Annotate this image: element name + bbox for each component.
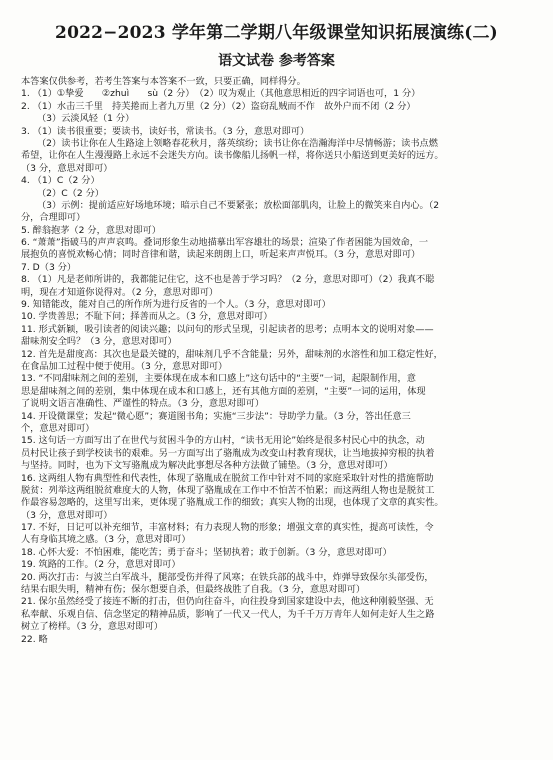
- answer-line: 16. 这两组人物有典型性和代表性，体现了骆胤成在脱贫工作中针对不同的家庭采取针对性的措施帮助: [21, 472, 434, 484]
- answer-line: （2）读书让你在人生路途上领略春花秋月，落英缤纷；读书让你在浩瀚海洋中尽情畅游；读书点燃: [37, 137, 438, 149]
- answer-line: 12. 首先是甜度高：其次也是最关键的，甜味剂几乎不含能量；另外，甜味剂的水溶性和加工稳定性好，: [21, 348, 443, 360]
- answer-content: [21, 76, 537, 646]
- page-subtitle: 语文试卷 参考答案: [218, 53, 335, 69]
- answer-line: （3 分，意思对即可）: [21, 162, 113, 174]
- answer-line: 甜味剂安全吗？（3 分，意思对即可）: [21, 336, 177, 348]
- answer-line: 2. （1）水击三千里 持芙捲而上者九万里（2 分）（2）盗窃乱贼而不作 故外户而不闭（2 分）: [21, 100, 416, 112]
- answer-line: 20. 两次打击：与波兰白军战斗，腿部受伤并得了风寒；在铁兵部的战斗中，炸弹导致保尔头部受伤，: [21, 571, 434, 583]
- answer-line: 3. （1）读书很重要；要读书，读好书，常读书。（3 分，意思对即可）: [21, 125, 310, 137]
- answer-line: 了说明文语言准确性、严谨性的特点。（3 分，意思对即可）: [21, 398, 265, 410]
- answer-line: 希望，让你在人生漫漫路上永远不会迷失方向。读书像船儿扬帆一样，将你送只小船送到更美好的远方。: [21, 150, 444, 162]
- answer-line: （3）示例：提前适应好场地环境；暗示自己不要紧张；放松面部肌肉，让脸上的微笑来自内心。（2: [37, 199, 440, 211]
- answer-line: 展抱负的喜悦欢畅心情；同时音律和谐，读起来朗朗上口，听起来声声悦耳。（3 分，意思对即可）: [21, 249, 421, 261]
- answer-line: 13. “不同甜味剂之间的差别，主要体现在成本和口感上”这句话中的“主要”一词，起限制作用，意: [21, 373, 416, 385]
- answer-line: 思是甜味剂之间的差别，集中体现在成本和口感上，还有其他方面的差别，“主要”一词的运用，体现: [21, 385, 426, 397]
- answer-line: 本答案仅供参考，若考生答案与本答案不一致，只要正确，同样得分。: [21, 76, 306, 87]
- answer-line: 明，现在才知道你说得对。（2 分，意思对即可）: [21, 286, 219, 298]
- answer-line: （3 分，意思对即可）: [21, 509, 113, 521]
- answer-line: 21. 保尔虽然经受了接连不断的打击，但仍向往奋斗，向往投身到国家建设中去，他这种刚毅坚强、无: [21, 596, 434, 608]
- answer-line: 人有身临其境之感。（3 分，意思对即可）: [21, 534, 191, 546]
- answer-line: 14. 开设微课堂；发起“微心愿”；赛道图书角；实施“三步法”：导助学力量。（3 分，答出任意三: [21, 410, 411, 422]
- answer-line: 8. （1）凡是老师所讲的，我都能记住它，这不也是善于学习吗？（2 分，意思对即可）（2）我真不聪: [21, 274, 435, 286]
- answer-line: 作最容易忽略的，这里写出来，更体现了骆胤成工作的细致；真实人物的出现，也体现了文章的真实性。: [21, 497, 444, 509]
- answer-line: 与坚持。同时，也为下文写骆胤成为解决此事想尽各种方法做了铺垫。（3 分，意思对即可）: [21, 460, 393, 472]
- answer-line: 树立了榜样。（3 分，意思对即可）: [21, 621, 163, 633]
- answer-line: 15. 这句话一方面写出了在世代与贫困斗争的方山村，“读书无用论”始终是很多村民心中的执念，动: [21, 435, 425, 447]
- answer-line: 19. 筑路的工作。（2 分，意思对即可）: [21, 559, 181, 571]
- answer-line: 脱贫：列举这两组脱贫难度大的人物，体现了骆胤成在工作中不怕苦不怕累；而这两组人物也是脱贫工: [21, 484, 435, 496]
- answer-line: 1. （1）①挚爱 ②zhuì sù（2 分） （2）叹为观止（其他意思相近的四字词语也可，1 分）: [21, 88, 421, 100]
- answer-line: 5. 醉翁抱茅（2 分，意思对即可）: [21, 224, 161, 236]
- answer-line: 11. 形式新颖，吸引读者的阅读兴趣；以问句的形式呈现，引起读者的思考；点明本文的说明对象——: [21, 323, 434, 335]
- answer-line: 员村民让孩子到学校读书的艰难。另一方面写出了骆胤成为改变山村教育现状，让当地拔掉穷根的执着: [21, 447, 435, 459]
- answer-line: 17. 不好，日记可以补充细节，丰富材料；有力表现人物的形象；增强文章的真实性，提高可读性，令: [21, 522, 434, 534]
- page-title: 2022−2023 学年第二学期八年级课堂知识拓展演练(二): [55, 23, 498, 43]
- answer-line: 18. 心怀大爱：不怕困难，能吃苦；勇于奋斗；坚韧执着；敢于创新。（3 分，意思对即可）: [21, 546, 392, 558]
- answer-line: 私奉献、乐观自信、信念坚定的精神品质，影响了一代又一代人，为千千万万青年人如何走好人生之路: [21, 608, 435, 620]
- answer-line: 10. 学贵善思；不耻下问；择善而从之。（3 分，意思对即可）: [21, 311, 273, 323]
- answer-line: （2）C（2 分）: [37, 187, 104, 199]
- answer-line: 9. 知错能改，能对自己的所作所为进行反省的一个人。（3 分，意思对即可）: [21, 299, 331, 311]
- answer-line: 在食品加工过程中便于使用。（3 分，意思对即可）: [21, 360, 228, 372]
- answer-line: 22. 略: [21, 633, 48, 645]
- answer-line: 结果右眼失明，精神有伤；保尔想要自杀，但最终战胜了自我。（3 分，意思对即可）: [21, 584, 366, 596]
- answer-line: 7. D（3 分）: [21, 261, 77, 273]
- answer-line: 分，合理即可）: [21, 212, 86, 224]
- answer-line: （3）云淡风轻（1 分）: [37, 113, 135, 125]
- answer-line: 4. （1）C（2 分）: [21, 175, 100, 187]
- answer-line: 6. “萧萧”指破马的声声哀鸣。叠词形象生动地描摹出军容雄壮的场景；渲染了作者困能为国效命，一: [21, 237, 429, 249]
- answer-line: 个，意思对即可）: [21, 422, 95, 434]
